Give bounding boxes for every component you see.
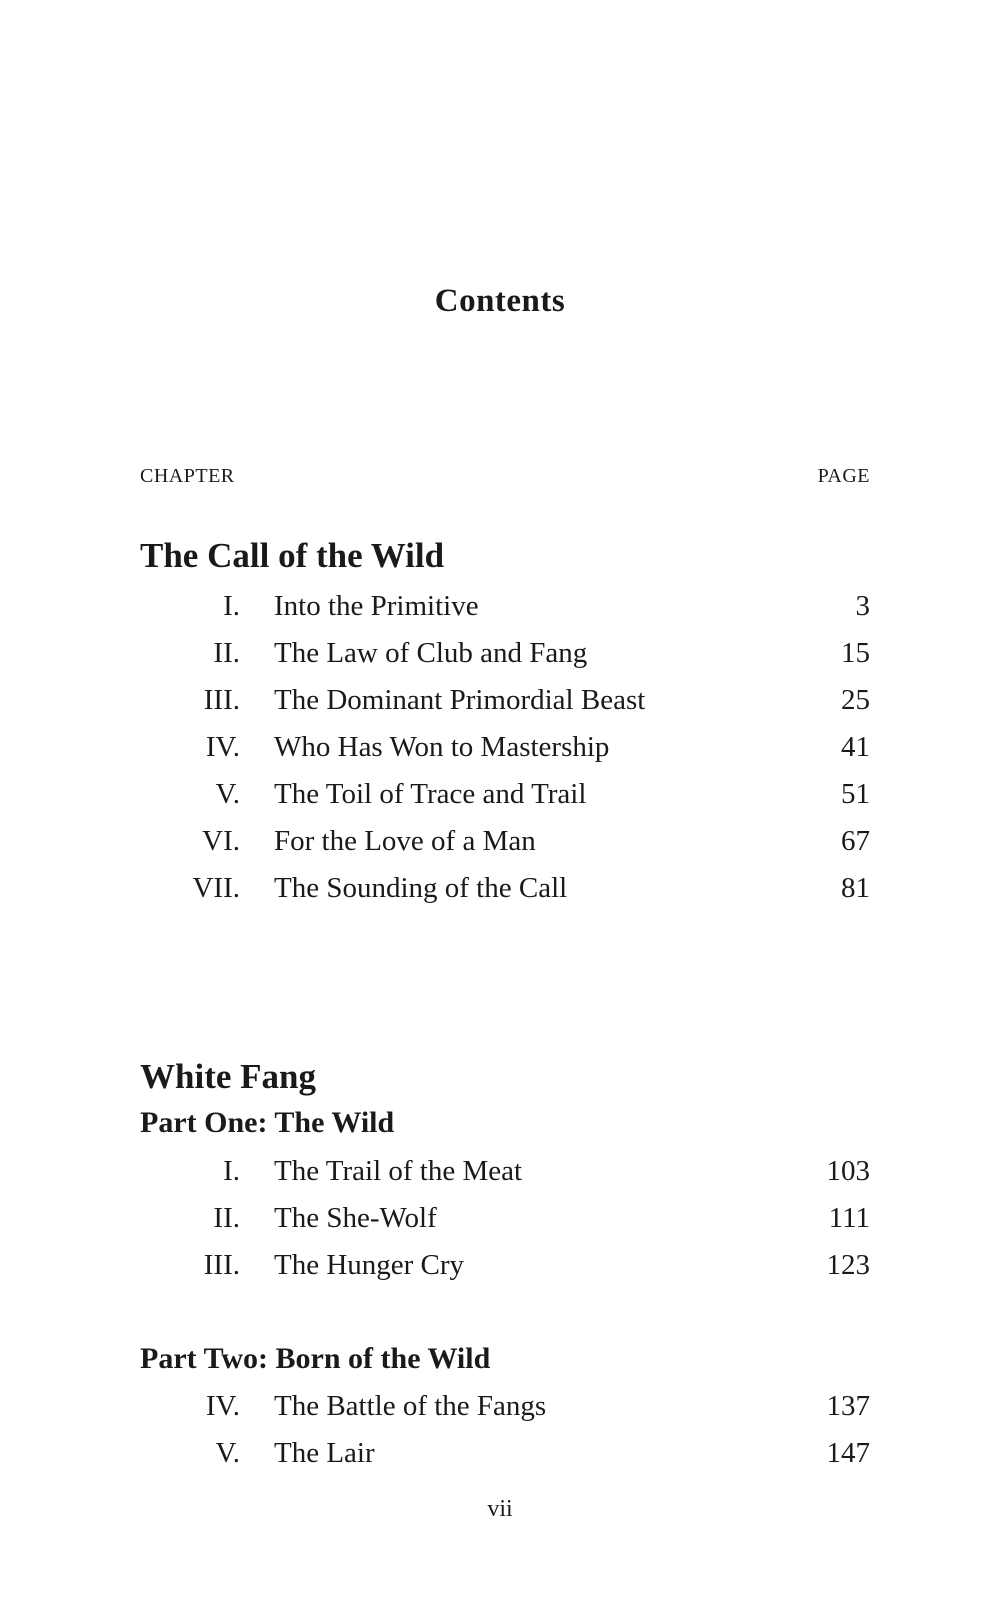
page-number: 111 xyxy=(828,1202,870,1234)
chapter-title: For the Love of a Man xyxy=(274,825,536,857)
page-number: 51 xyxy=(841,778,870,810)
chapter-title: The Trail of the Meat xyxy=(274,1155,523,1187)
book-title-white-fang: White Fang xyxy=(140,1057,316,1096)
chapter-title: The Dominant Primordial Beast xyxy=(274,684,646,716)
page-title: Contents xyxy=(434,283,566,319)
chapter-number: I. xyxy=(223,1155,240,1187)
toc-entry xyxy=(0,1155,1000,1195)
chapter-number: II. xyxy=(213,637,240,669)
page-number: 147 xyxy=(826,1437,870,1469)
toc-entry xyxy=(0,1437,1000,1477)
chapter-title: The Toil of Trace and Trail xyxy=(274,778,587,810)
page-number: 41 xyxy=(841,731,870,763)
page-number: 15 xyxy=(841,637,870,669)
chapter-title: Into the Primitive xyxy=(274,590,479,622)
toc-entry xyxy=(0,1202,1000,1242)
chapter-number: IV. xyxy=(205,1390,240,1422)
toc-entry xyxy=(0,637,1000,677)
chapter-number: III. xyxy=(203,1249,240,1281)
toc-entry xyxy=(0,590,1000,630)
chapter-number: VII. xyxy=(192,872,240,904)
chapter-title: The Law of Club and Fang xyxy=(274,637,588,669)
column-header-row xyxy=(140,465,870,488)
page-number: 67 xyxy=(841,825,870,857)
chapter-number: V. xyxy=(215,1437,240,1469)
chapter-number: III. xyxy=(203,684,240,716)
page-column-header: PAGE xyxy=(817,465,870,487)
chapter-number: V. xyxy=(215,778,240,810)
toc-entry xyxy=(0,872,1000,912)
page-number: 81 xyxy=(841,872,870,904)
toc-entry xyxy=(0,1249,1000,1289)
chapter-number: VI. xyxy=(202,825,240,857)
chapter-column-header: CHAPTER xyxy=(140,465,235,487)
page-number: 137 xyxy=(826,1390,870,1422)
folio-page-number: vii xyxy=(487,1496,513,1522)
chapter-number: II. xyxy=(213,1202,240,1234)
chapter-title: The Lair xyxy=(274,1437,375,1469)
toc-entry xyxy=(0,684,1000,724)
chapter-title: The Battle of the Fangs xyxy=(274,1390,547,1422)
chapter-title: The She-Wolf xyxy=(274,1202,437,1234)
chapter-title: The Sounding of the Call xyxy=(274,872,568,904)
toc-entry xyxy=(0,825,1000,865)
book-title-call-of-the-wild: The Call of the Wild xyxy=(140,536,445,575)
toc-entry xyxy=(0,1390,1000,1430)
chapter-title: The Hunger Cry xyxy=(274,1249,465,1281)
page-number: 25 xyxy=(841,684,870,716)
part-title: Part Two: Born of the Wild xyxy=(140,1342,491,1375)
chapter-number: I. xyxy=(223,590,240,622)
part-title: Part One: The Wild xyxy=(140,1106,395,1139)
chapter-title: Who Has Won to Mastership xyxy=(274,731,610,763)
page-number: 3 xyxy=(855,590,870,622)
toc-entry xyxy=(0,731,1000,771)
page-number: 123 xyxy=(826,1249,870,1281)
page-number: 103 xyxy=(826,1155,870,1187)
chapter-number: IV. xyxy=(205,731,240,763)
toc-entry xyxy=(0,778,1000,818)
